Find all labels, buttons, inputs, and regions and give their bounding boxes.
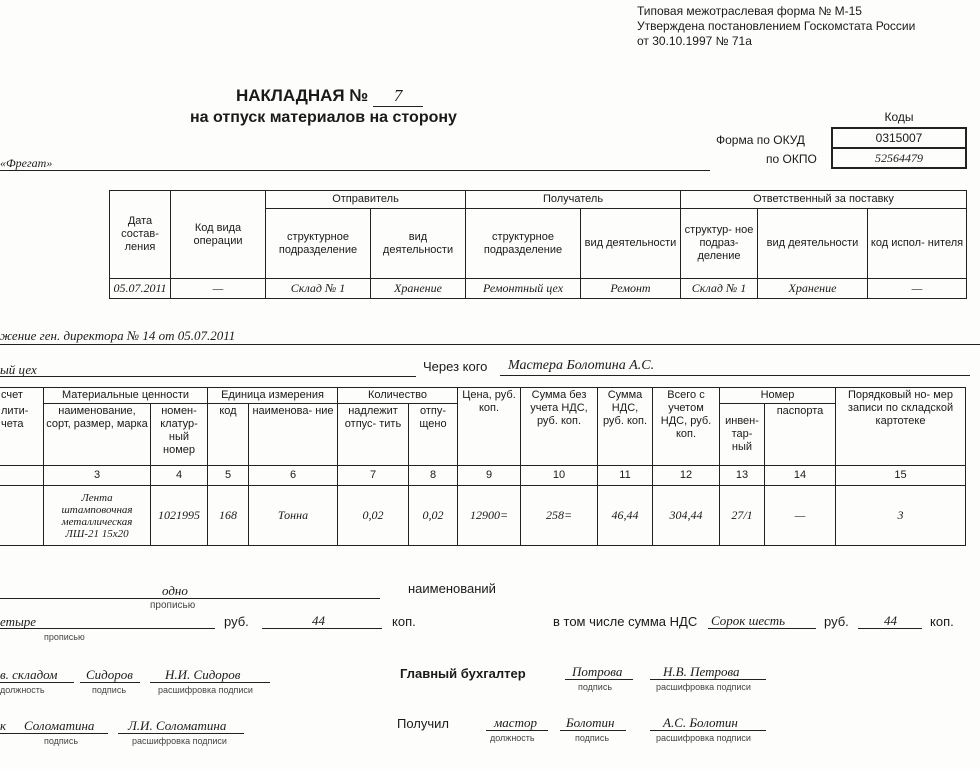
left2-sign: Соломатина: [24, 718, 95, 733]
col-num: 8: [409, 466, 458, 486]
date-value: 05.07.2011: [110, 279, 171, 299]
record-header: Порядковый но- мер записи по складской картотеке: [836, 388, 966, 466]
released-header: отпу- щено: [409, 404, 458, 466]
okpo-value: 52564479: [832, 148, 966, 168]
material-name: Лента штамповочная металлическая ЛШ-21 15х20: [44, 486, 151, 546]
codes-header: Коды: [832, 107, 966, 128]
left2-decode-caption: расшифровка подписи: [132, 736, 227, 746]
left2-sign-caption: подпись: [44, 736, 79, 746]
inv-value: 27/1: [720, 486, 765, 546]
doc-subtitle: на отпуск материалов на сторону: [190, 109, 457, 126]
col-num: 7: [338, 466, 409, 486]
total-header: Всего с учетом НДС, руб. коп.: [653, 388, 720, 466]
vat-amount-value: Сорок шесть: [711, 613, 786, 628]
recv-position-caption: должность: [490, 733, 535, 743]
inv-header: инвен- тар- ный: [720, 404, 765, 466]
unit-header: Единица измерения: [208, 388, 338, 404]
to-whom-text: ый цех: [0, 362, 37, 377]
price-header: Цена, руб. коп.: [458, 388, 521, 466]
left1-sign-caption: подпись: [92, 685, 127, 695]
account-value: [0, 486, 44, 546]
resp-activity-header: вид деятельности: [758, 209, 868, 279]
released-value: 0,02: [409, 486, 458, 546]
sum-novat-header: Сумма без учета НДС, руб. коп.: [521, 388, 598, 466]
left2-role: к: [0, 718, 7, 733]
receiver-header: Получатель: [466, 191, 681, 209]
left1-decode-caption: расшифровка подписи: [158, 685, 253, 695]
account-header: счет: [0, 388, 44, 404]
operation-value: —: [171, 279, 266, 299]
col-num: 15: [836, 466, 966, 486]
form-line-2: Утверждена постановлением Госкомстата России: [637, 19, 916, 33]
price-value: 12900=: [458, 486, 521, 546]
recv-name: А.С. Болотин: [663, 715, 738, 730]
okud-label: Форма по ОКУД: [716, 133, 805, 147]
organization: «Фрегат»: [0, 156, 53, 170]
col-num: 12: [653, 466, 720, 486]
left1-name: Н.И. Сидоров: [165, 667, 241, 682]
account-sub-header: лити- чета: [0, 404, 44, 466]
title-prefix: НАКЛАДНАЯ №: [236, 86, 369, 105]
through-label: Через кого: [423, 359, 488, 374]
materials-table: [0, 387, 966, 546]
rub-label: руб.: [224, 614, 249, 629]
amount-caption: прописью: [44, 632, 85, 642]
receiver-activity-value: Ремонт: [581, 279, 681, 299]
total-value: 304,44: [653, 486, 720, 546]
chief-name: Н.В. Петрова: [663, 664, 740, 679]
okud-value: 0315007: [832, 128, 966, 148]
executor-header: код испол- нителя: [868, 209, 967, 279]
names-label: наименований: [408, 581, 496, 596]
executor-value: —: [868, 279, 967, 299]
col-num: 6: [249, 466, 338, 486]
recv-role: мастор: [494, 715, 537, 730]
material-header: Материальные ценности: [44, 388, 208, 404]
received-label: Получил: [397, 716, 449, 731]
vat-rub-label: руб.: [824, 614, 849, 629]
through-value: Мастера Болотина А.С.: [508, 358, 655, 373]
col-num: 14: [765, 466, 836, 486]
codes-box: [831, 107, 967, 169]
date-header: Дата состав- ления: [110, 191, 171, 279]
sender-header: Отправитель: [266, 191, 466, 209]
unit-value: Тонна: [249, 486, 338, 546]
col-num: 3: [44, 466, 151, 486]
chief-accountant-label: Главный бухгалтер: [400, 666, 526, 681]
operation-header: Код вида операции: [171, 191, 266, 279]
doc-title: [236, 86, 423, 107]
form-line-1: Типовая межотраслевая форма № М-15: [637, 4, 862, 18]
sender-struct-header: структурное подразделение: [266, 209, 371, 279]
table-row: [0, 486, 966, 546]
kop-value: 44: [312, 613, 325, 628]
recv-decode-caption: расшифровка подписи: [656, 733, 751, 743]
responsible-header: Ответственный за поставку: [681, 191, 967, 209]
receiver-struct-header: структурное подразделение: [466, 209, 581, 279]
vat-kop-label: коп.: [930, 614, 954, 629]
doc-number: 7: [373, 86, 423, 107]
passport-value: —: [765, 486, 836, 546]
vat-label: в том числе сумма НДС: [553, 614, 698, 629]
nomen-header: номен- клатур- ный номер: [151, 404, 208, 466]
vat-value: 46,44: [598, 486, 653, 546]
col-num: 13: [720, 466, 765, 486]
number-header: Номер: [720, 388, 836, 404]
movement-table: [109, 190, 967, 299]
basis-text: жение ген. директора № 14 от 05.07.2011: [0, 328, 236, 343]
qty-header: Количество: [338, 388, 458, 404]
nomen-value: 1021995: [151, 486, 208, 546]
col-num-blank: [0, 466, 44, 486]
code-header: код: [208, 404, 249, 466]
form-line-3: от 30.10.1997 № 71а: [637, 34, 752, 48]
vat-header: Сумма НДС, руб. коп.: [598, 388, 653, 466]
col-num: 11: [598, 466, 653, 486]
sum-value: 258=: [521, 486, 598, 546]
okpo-label: по ОКПО: [766, 152, 817, 166]
unit-name-header: наименова- ние: [249, 404, 338, 466]
kop-label: коп.: [392, 614, 416, 629]
due-header: надлежит отпус- тить: [338, 404, 409, 466]
sender-struct-value: Склад № 1: [266, 279, 371, 299]
passport-header: паспорта: [765, 404, 836, 466]
count-caption: прописью: [150, 600, 196, 611]
chief-sign: Потрова: [572, 664, 623, 679]
vat-kop-value: 44: [884, 613, 897, 628]
resp-activity-value: Хранение: [758, 279, 868, 299]
record-value: 3: [836, 486, 966, 546]
resp-struct-header: структур- ное подраз- деление: [681, 209, 758, 279]
chief-sign-caption: подпись: [578, 682, 613, 692]
receiver-activity-header: вид деятельности: [581, 209, 681, 279]
count-value: одно: [162, 583, 188, 598]
code-value: 168: [208, 486, 249, 546]
left1-sign: Сидоров: [86, 667, 133, 682]
amount-value: етыре: [0, 614, 37, 629]
receiver-struct-value: Ремонтный цех: [466, 279, 581, 299]
sender-activity-header: вид деятельности: [371, 209, 466, 279]
recv-sign: Болотин: [566, 715, 615, 730]
left1-role: в. складом: [0, 667, 58, 682]
col-num: 5: [208, 466, 249, 486]
col-num: 9: [458, 466, 521, 486]
recv-sign-caption: подпись: [575, 733, 610, 743]
chief-decode-caption: расшифровка подписи: [656, 682, 751, 692]
col-num: 10: [521, 466, 598, 486]
resp-struct-value: Склад № 1: [681, 279, 758, 299]
name-header: наименование, сорт, размер, марка: [44, 404, 151, 466]
due-value: 0,02: [338, 486, 409, 546]
col-num: 4: [151, 466, 208, 486]
form-reference: [637, 4, 915, 49]
left2-name: Л.И. Соломатина: [128, 718, 227, 733]
sender-activity-value: Хранение: [371, 279, 466, 299]
left1-position-caption: должность: [0, 685, 45, 695]
